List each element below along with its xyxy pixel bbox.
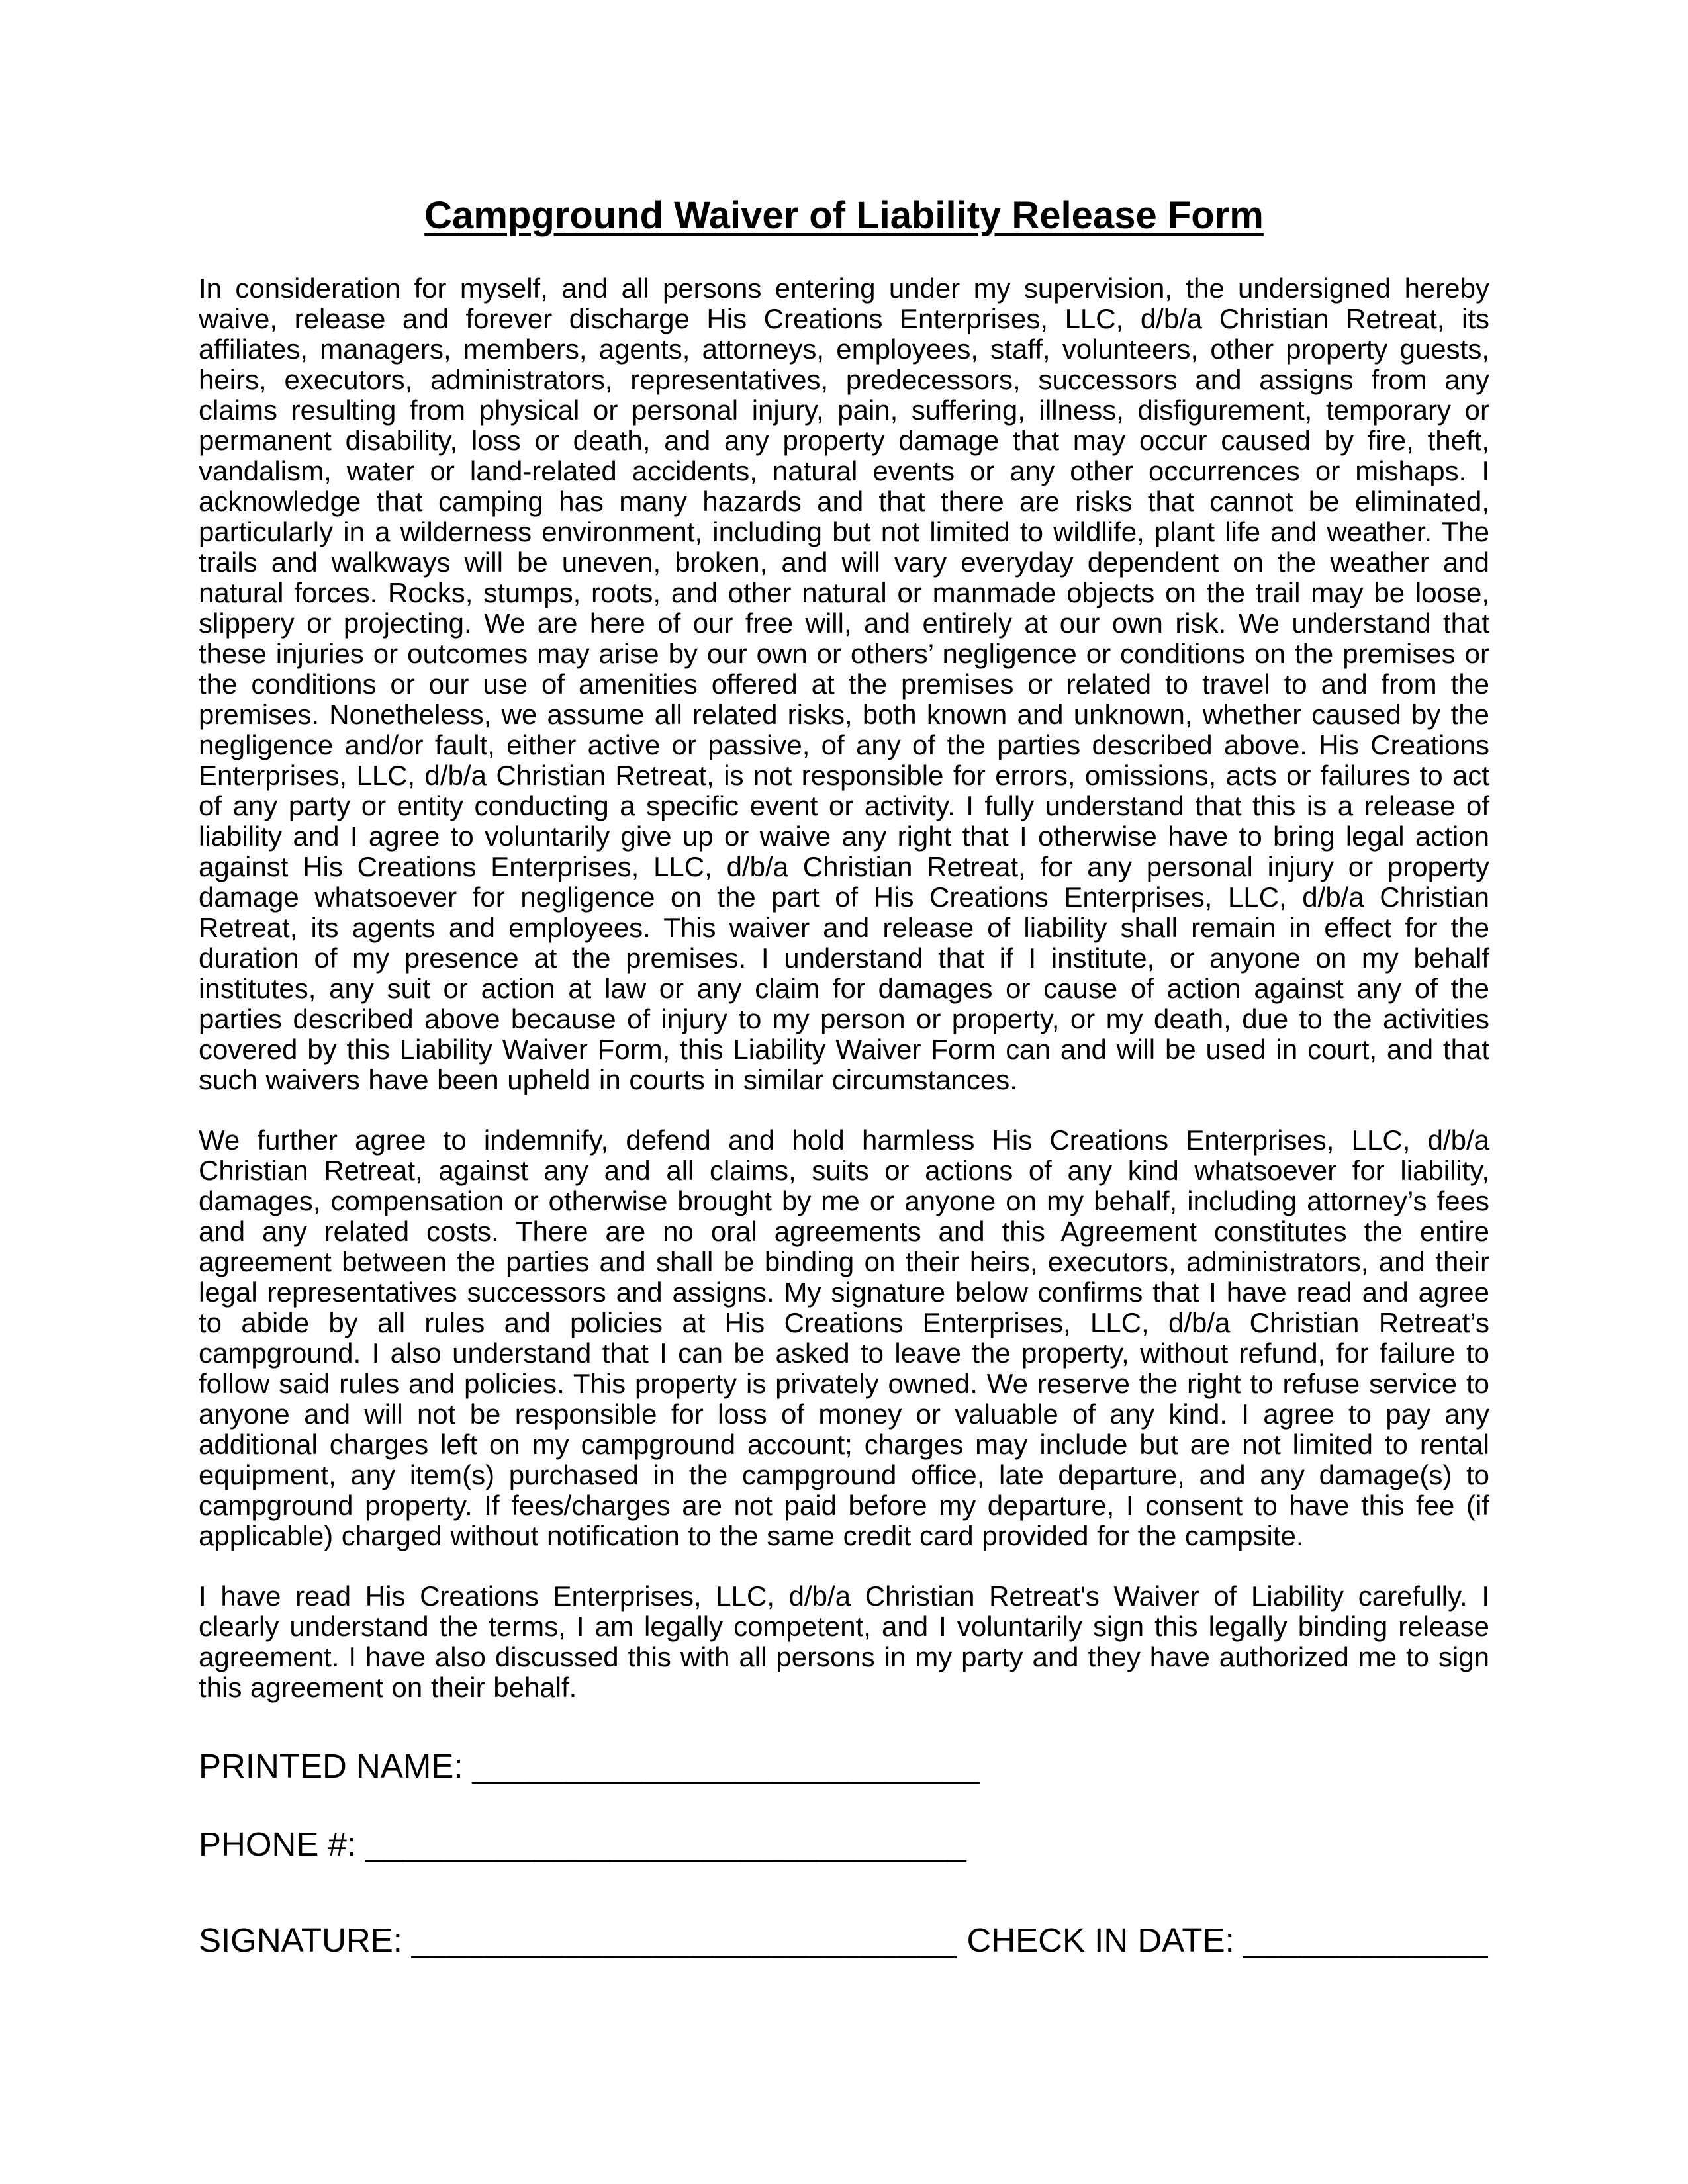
phone-field-row bbox=[199, 1827, 1489, 1861]
phone-label: PHONE #: bbox=[199, 1825, 357, 1863]
printed-name-label: PRINTED NAME: bbox=[199, 1747, 463, 1785]
phone-blank-line[interactable]: ________________________________ bbox=[365, 1825, 966, 1863]
signature-field-row bbox=[199, 1923, 1489, 1957]
printed-name-blank-line[interactable]: ___________________________ bbox=[472, 1747, 980, 1785]
acknowledgement-paragraph-3: I have read His Creations Enterprises, LLC, d/b/a Christian Retreat's Waiver of Liability carefully. I clearly understand the terms, I am legally competent, and I voluntarily sign this legally binding release agreement. I have also discussed this with all persons in my party and they have authorized me to sign this agreement on their behalf. bbox=[199, 1580, 1489, 1703]
printed-name-field-row bbox=[199, 1749, 1489, 1783]
check-in-date-label: CHECK IN DATE: bbox=[966, 1921, 1235, 1959]
signature-label: SIGNATURE: bbox=[199, 1921, 402, 1959]
indemnify-paragraph-2: We further agree to indemnify, defend and hold harmless His Creations Enterprises, LLC, d/b/a Christian Retreat, against any and all claims, suits or actions of any kind whatsoever for liability, damages, compensation or otherwise brought by me or anyone on my behalf, including attorney’s fees and any related costs. There are no oral agreements and this Agreement constitutes the entire agreement between the parties and shall be binding on their heirs, executors, administrators, and their legal representatives successors and assigns. My signature below confirms that I have read and agree to abide by all rules and policies at His Creations Enterprises, LLC, d/b/a Christian Retreat’s campground. I also understand that I can be asked to leave the property, without refund, for failure to follow said rules and policies. This property is privately owned. We reserve the right to refuse service to anyone and will not be responsible for loss of money or valuable of any kind. I agree to pay any additional charges left on my campground account; charges may include but are not limited to rental equipment, any item(s) purchased in the campground office, late departure, and any damage(s) to campground property. If fees/charges are not paid before my departure, I consent to have this fee (if applicable) charged without notification to the same credit card provided for the campsite. bbox=[199, 1124, 1489, 1551]
check-in-date-blank-line[interactable]: _____________ bbox=[1243, 1921, 1488, 1959]
signature-blank-line[interactable]: _____________________________ bbox=[411, 1921, 957, 1959]
waiver-paragraph-1: In consideration for myself, and all persons entering under my supervision, the undersigned hereby waive, release and forever discharge His Creations Enterprises, LLC, d/b/a Christian Retreat, its affiliates, managers, members, agents, attorneys, employees, staff, volunteers, other property guests, heirs, executors, administrators, representatives, predecessors, successors and assigns from any claims resulting from physical or personal injury, pain, suffering, illness, disfigurement, temporary or permanent disability, loss or death, and any property damage that may occur caused by fire, theft, vandalism, water or land-related accidents, natural events or any other occurrences or mishaps. I acknowledge that camping has many hazards and that there are risks that cannot be eliminated, particularly in a wilderness environment, including but not limited to wildlife, plant life and weather. The trails and walkways will be uneven, broken, and will vary everyday dependent on the weather and natural forces. Rocks, stumps, roots, and other natural or manmade objects on the trail may be loose, slippery or projecting. We are here of our free will, and entirely at our own risk. We understand that these injuries or outcomes may arise by our own or others’ negligence or conditions on the premises or the conditions or our use of amenities offered at the premises or related to travel to and from the premises. Nonetheless, we assume all related risks, both known and unknown, whether caused by the negligence and/or fault, either active or passive, of any of the parties described above. His Creations Enterprises, LLC, d/b/a Christian Retreat, is not responsible for errors, omissions, acts or failures to act of any party or entity conducting a specific event or activity. I fully understand that this is a release of liability and I agree to voluntarily give up or waive any right that I otherwise have to bring legal action against His Creations Enterprises, LLC, d/b/a Christian Retreat, for any personal injury or property damage whatsoever for negligence on the part of His Creations Enterprises, LLC, d/b/a Christian Retreat, its agents and employees. This waiver and release of liability shall remain in effect for the duration of my presence at the premises. I understand that if I institute, or anyone on my behalf institutes, any suit or action at law or any claim for damages or cause of action against any of the parties described above because of injury to my person or property, or my death, due to the activities covered by this Liability Waiver Form, this Liability Waiver Form can and will be used in court, and that such waivers have been upheld in courts in similar circumstances. bbox=[199, 273, 1489, 1095]
document-title: Campground Waiver of Liability Release Form bbox=[424, 194, 1264, 237]
